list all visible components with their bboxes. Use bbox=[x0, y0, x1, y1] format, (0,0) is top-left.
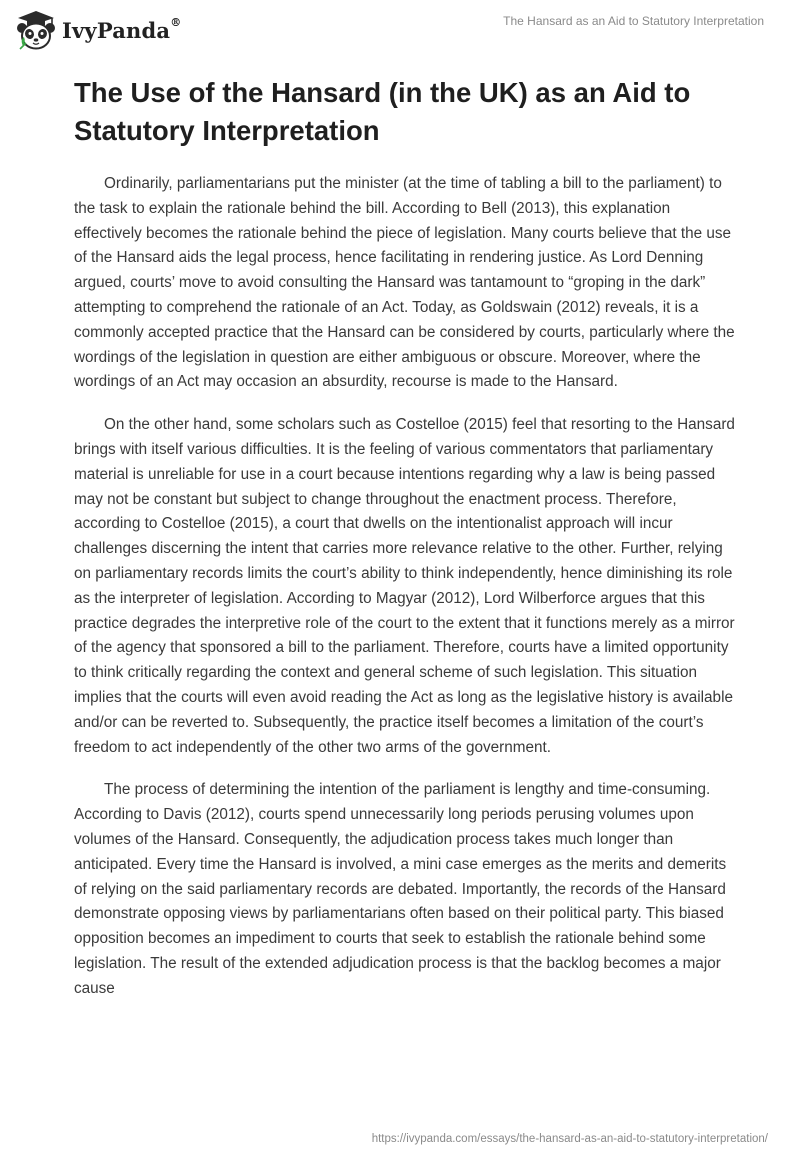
article-title: The Use of the Hansard (in the UK) as an Aid to Statutory Interpretation bbox=[74, 77, 691, 146]
article-paragraph-1: Ordinarily, parliamentarians put the minister (at the time of tabling a bill to the parliament) to the task to explain the rationale behind the bill. According to Bell (2013), this explanation effectively becomes the rationale behind the piece of legislation. Many courts believe that the use of the Hansard aids the legal process, hence facilitating in rendering justice. As Lord Denning argued, courts’ move to avoid consulting the Hansard was tantamount to “groping in the dark” attempting to comprehend the rationale of an Act. Today, as Goldswain (2012) reveals, it is a commonly accepted practice that the Hansard can be considered by courts, particularly where the wordings of the legislation in question are either ambiguous or obscure. Moreover, where the wordings of an Act may occasion an absurdity, recourse is made to the Hansard. bbox=[74, 175, 735, 391]
article-body bbox=[74, 172, 738, 1020]
article-paragraph-2: On the other hand, some scholars such as Costelloe (2015) feel that resorting to the Hansard brings with itself various difficulties. It is the feeling of various commentators that parliamentary material is unreliable for use in a court because intentions regarding why a law is being passed may not be constant but subject to change throughout the enactment process. Therefore, according to Costelloe (2015), a court that dwells on the intentionalist approach will incur challenges discerning the intent that carries more relevance relative to the other. Further, relying on parliamentary records limits the court’s ability to think independently, hence diminishing its role as the interpreter of legislation. According to Magyar (2012), Lord Wilberforce argues that this practice degrades the interpretive role of the court to the extent that it functions merely as a mirror of the agency that sponsored a bill to the parliament. Therefore, courts have a limited opportunity to think critically regarding the context and general scheme of such legislation. This situation implies that the courts will even avoid reading the Act as long as the legislative history is available and/or can be reverted to. Subsequently, the practice itself becomes a limitation of the court’s freedom to act independently of the other two arms of the government. bbox=[74, 416, 735, 756]
article-paragraph-3: The process of determining the intention of the parliament is lengthy and time-consuming. According to Davis (2012), courts spend unnecessarily long periods perusing volumes upon volumes of the Hansard. Consequently, the adjudication process takes much longer than anticipated. Every time the Hansard is involved, a mini case emerges as the merits and demerits of relying on the said parliamentary records are debated. Importantly, the records of the Hansard demonstrate opposing views by parliamentarians often based on their political party. This biased opposition becomes an impediment to courts that seek to establish the rationale behind some legislation. The result of the extended adjudication process is that the backlog becomes a major cause bbox=[74, 781, 727, 997]
page-header bbox=[0, 0, 800, 60]
header-doc-title: The Hansard as an Aid to Statutory Interpretation bbox=[503, 14, 764, 28]
logo-wordmark: IvyPanda® bbox=[62, 15, 182, 43]
panda-graduate-icon bbox=[14, 9, 58, 51]
ivypanda-logo[interactable] bbox=[14, 10, 181, 50]
footer-source-url[interactable]: https://ivypanda.com/essays/the-hansard-as-an-aid-to-statutory-interpretation/ bbox=[371, 1133, 768, 1145]
